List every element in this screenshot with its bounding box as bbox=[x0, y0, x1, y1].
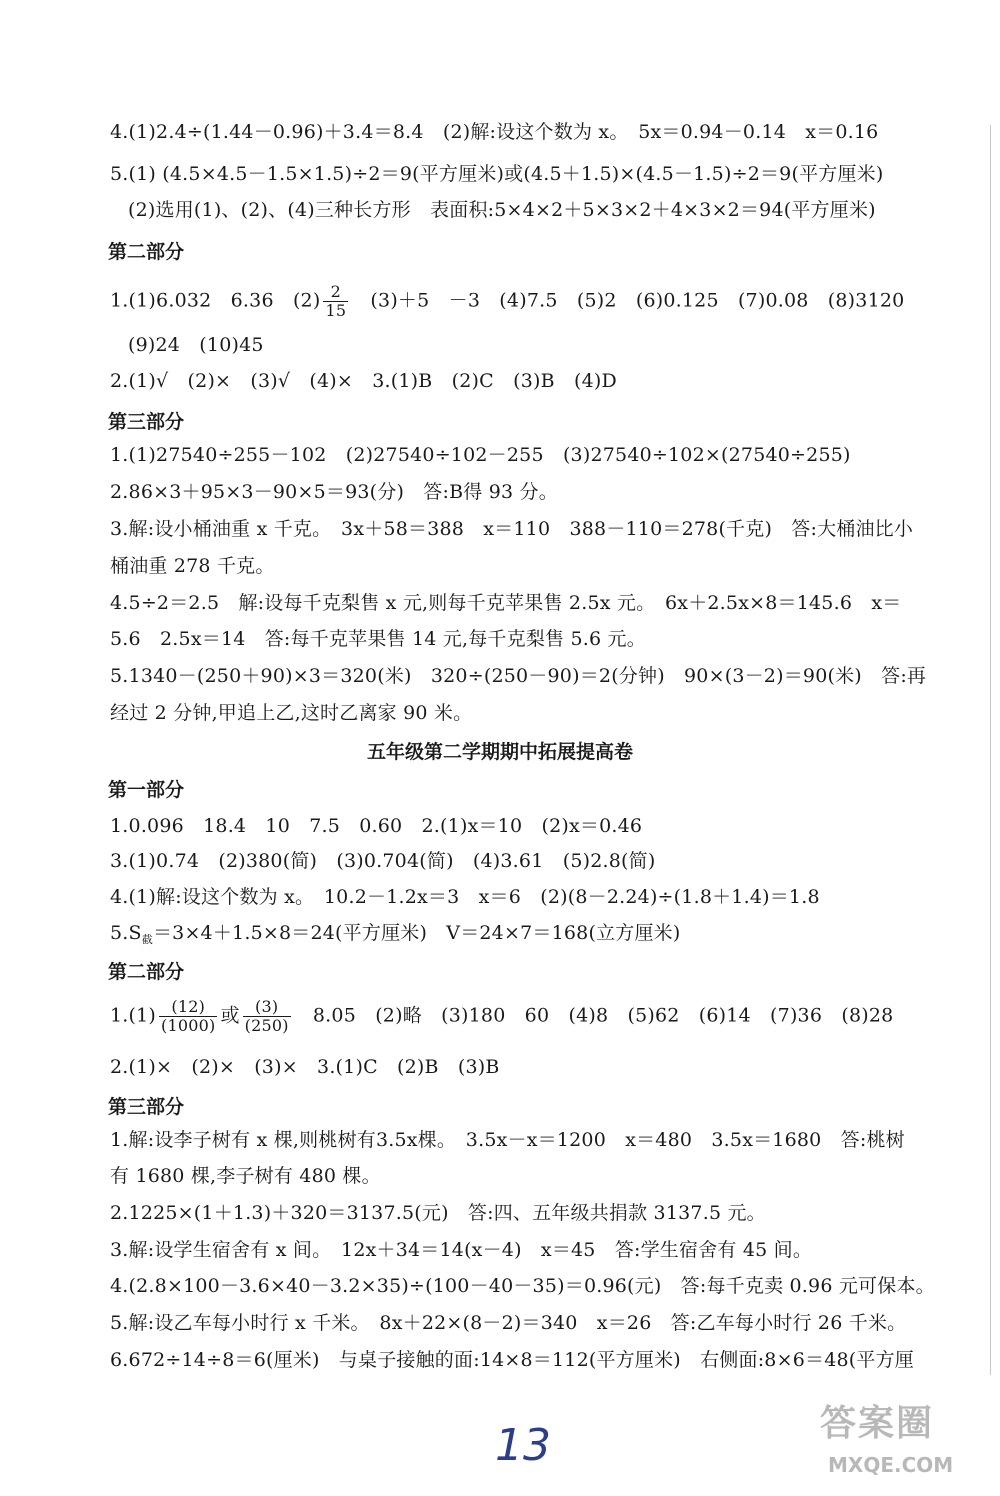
answer-line-b3-3: 3.解:设学生宿舍有 x 间。 12x＋34＝14(x－4) x＝45 答:学生宿舍有 45 间。 bbox=[110, 1239, 813, 1261]
answer-line-p3-4b: 5.6 2.5x＝14 答:每千克苹果售 14 元,每千克梨售 5.6 元。 bbox=[110, 628, 646, 650]
section-heading-part2: 第二部分 bbox=[108, 241, 185, 263]
fraction-3-250: $\frac{(3)}{(250)}$ bbox=[244, 997, 289, 1035]
answer-line-b3-2: 2.1225×(1＋1.3)＋320＝3137.5(元) 答:四、五年级共捐款 3137.5 元。 bbox=[110, 1202, 766, 1224]
watermark-main: 答案圈 bbox=[820, 1403, 935, 1444]
watermark-logo bbox=[800, 1395, 990, 1485]
answer-line-b5: $5.S_截=3\times 4+1.5\times 8=24$(平方厘米) V＝24×7＝168(立方厘米) bbox=[110, 922, 681, 946]
fraction-12-1000: $\frac{(12)}{(1000)}$ bbox=[161, 997, 216, 1035]
answer-line-p3-4: 4.5÷2＝2.5 解:设每千克梨售 x 元,则每千克苹果售 2.5x 元。 6x＋2.5x×8＝145.6 x＝ bbox=[110, 592, 902, 614]
answer-line-p3-1: 1.(1)27540÷255－102 (2)27540÷102－255 (3)27540÷102×(27540÷255) bbox=[110, 444, 851, 466]
fraction-2-15: $\frac{2}{15}$ bbox=[325, 282, 347, 320]
handwritten-page-number: 13 bbox=[495, 1420, 551, 1471]
answer-line-b3-1: 1.解:设李子树有 x 棵,则桃树有3.5x棵。 3.5x－x＝1200 x＝480 3.5x＝1680 答:桃树 bbox=[110, 1129, 905, 1151]
answer-line-b3-4: 4.(2.8×100－3.6×40－3.2×35)÷(100－40－35)＝0.96(元) 答:每千克卖 0.96 元可保本。 bbox=[110, 1275, 935, 1297]
answer-line-p2-1b: (9)24 (10)45 bbox=[128, 334, 264, 356]
answer-line-b4: 4.(1)解:设这个数为 x。 10.2－1.2x＝3 x＝6 (2)(8－2.24)÷(1.8＋1.4)＝1.8 bbox=[110, 886, 820, 908]
exam-title: 五年级第二学期期中拓展提高卷 bbox=[366, 741, 633, 763]
answer-line-b1: 1.0.096 18.4 10 7.5 0.60 2.(1)x＝10 (2)x＝0.46 bbox=[110, 815, 643, 837]
answer-line-p2-1: 1.(1)6.032 6.36 (2) $\frac{2}{15}$ (3)＋5 －3 (4)7.5 (5)2 (6)0.125 (7)0.08 (8)3120 bbox=[110, 282, 905, 320]
section-heading-part2b: 第二部分 bbox=[108, 961, 185, 983]
answer-line-b3: 3.(1)0.74 (2)380(简) (3)0.704(简) (4)3.61 (5)2.8(简) bbox=[110, 850, 656, 872]
section-heading-part1: 第一部分 bbox=[108, 779, 185, 801]
answer-line-p2-2: 2.(1)√ (2)× (3)√ (4)× 3.(1)B (2)C (3)B (4)D bbox=[110, 370, 617, 392]
binding-edge-line bbox=[990, 125, 991, 1375]
answer-line-b2-2: 2.(1)× (2)× (3)× 3.(1)C (2)B (3)B bbox=[110, 1056, 500, 1078]
answer-line-b3-6: 6.672÷14÷8＝6(厘米) 与桌子接触的面:14×8＝112(平方厘米) 右侧面:8×6＝48(平方厘 bbox=[110, 1349, 914, 1371]
section-heading-part3: 第三部分 bbox=[108, 411, 185, 433]
answer-line-b3-5: 5.解:设乙车每小时行 x 千米。 8x＋22×(8－2)＝340 x＝26 答:乙车每小时行 26 千米。 bbox=[110, 1312, 907, 1334]
answer-line-p3-5b: 经过 2 分钟,甲追上乙,这时乙离家 90 米。 bbox=[110, 702, 473, 724]
answer-line-p3-2: 2.86×3＋95×3－90×5＝93(分) 答:B得 93 分。 bbox=[110, 481, 558, 503]
answer-line-p3-3: 3.解:设小桶油重 x 千克。 3x＋58＝388 x＝110 388－110＝278(千克) 答:大桶油比小 bbox=[110, 518, 914, 540]
watermark-url: MXQE.COM bbox=[828, 1453, 954, 1477]
section-heading-part3b: 第三部分 bbox=[108, 1096, 185, 1118]
answer-line-p3-3b: 桶油重 278 千克。 bbox=[110, 555, 275, 577]
answer-line-5: 5.(1) (4.5×4.5－1.5×1.5)÷2＝9(平方厘米)或(4.5＋1.5)×(4.5－1.5)÷2＝9(平方厘米) bbox=[110, 163, 884, 185]
answer-line-4: 4.(1)2.4÷(1.44－0.96)＋3.4＝8.4 (2)解:设这个数为 x。 5x＝0.94－0.14 x＝0.16 bbox=[110, 121, 879, 143]
answer-line-b3-1b: 有 1680 棵,李子树有 480 棵。 bbox=[110, 1165, 381, 1187]
answer-line-b2-1: 1.(1) $\frac{(12)}{(1000)}$ 或 $\frac{(3)}{(250)}$ 8.05 (2)略 (3)180 60 (4)8 (5)62 (6)14 (7)36 (8)28 bbox=[110, 997, 894, 1035]
answer-line-5-2: (2)选用(1)、(2)、(4)三种长方形 表面积:5×4×2＋5×3×2＋4×3×2＝94(平方厘米) bbox=[128, 199, 876, 221]
answer-line-p3-5: 5.1340－(250＋90)×3＝320(米) 320÷(250－90)＝2(分钟) 90×(3－2)＝90(米) 答:再 bbox=[110, 665, 927, 687]
